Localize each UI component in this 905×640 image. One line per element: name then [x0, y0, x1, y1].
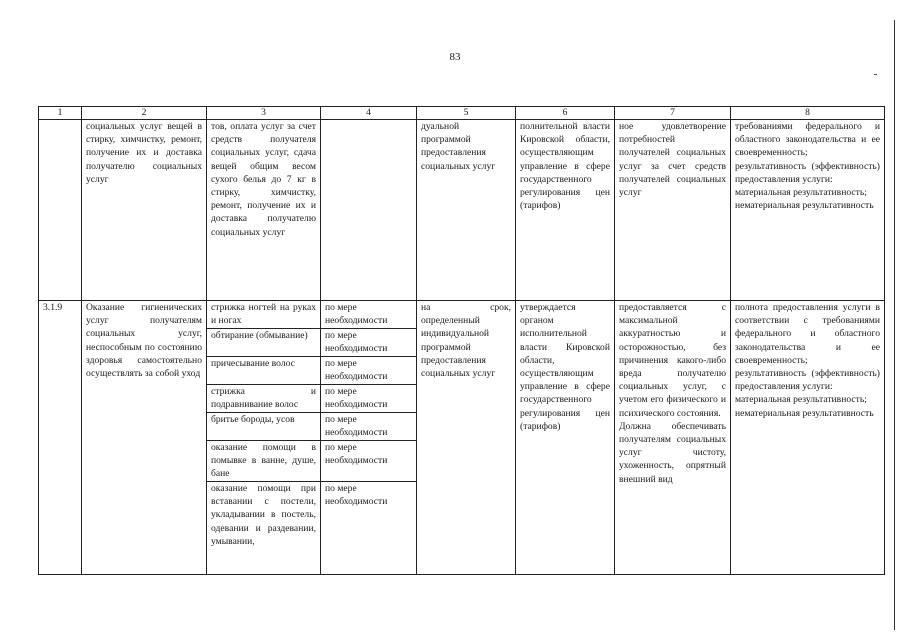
row1-evaluation: требованиями федерального и областного законодательства и ее своевременность; результативность (эффективность) предоставления услуги: материальная результативность; нематериальная результативность — [731, 120, 885, 301]
periodicity-item: по мере необходимости — [321, 329, 416, 357]
header-col-5: 5 — [417, 107, 516, 120]
row1-quality: ное удовлетворение потребностей получателей социальных услуг за счет средств получателей социальных услуг — [615, 120, 731, 301]
row2-service-list — [207, 301, 321, 575]
header-col-2: 2 — [82, 107, 207, 120]
row1-service-content: тов, оплата услуг за счет средств получателя социальных услуг, сдача вещей общим весом сухого белья до 7 кг в стирку, химчистку, ремонт, получение их и доставка получателю социальных услуг — [207, 120, 321, 301]
header-col-1: 1 — [39, 107, 82, 120]
row1-periodicity — [321, 120, 417, 301]
service-item: стрижка ногтей на руках и ногах — [207, 301, 320, 329]
periodicity-item: по мере необходимости — [321, 357, 416, 385]
header-row — [39, 107, 885, 120]
periodicity-item: по мере необходимости — [325, 483, 388, 508]
service-item: оказание помощи при вставании с постели, укладывании в постель, одевании и раздевании, умывании, — [211, 483, 316, 547]
service-item: обтирание (обмывание) — [207, 329, 320, 357]
row2-term: на срок, определенный индивидуальной программой предоставления социальных услуг — [417, 301, 516, 575]
header-col-6: 6 — [516, 107, 615, 120]
row2-service-name: Оказание гигиенических услуг получателям социальных услуг, неспособным по состоянию здоровья самостоятельно осуществлять за собой уход — [82, 301, 207, 575]
page-edge-rule — [894, 20, 895, 630]
row1-term: дуальной программой предоставления социальных услуг — [417, 120, 516, 301]
row1-number — [39, 120, 82, 301]
row2-number: 3.1.9 — [39, 301, 82, 575]
periodicity-item: по мере необходимости — [321, 441, 416, 482]
periodicity-item: по мере необходимости — [321, 301, 416, 329]
header-col-7: 7 — [615, 107, 731, 120]
periodicity-item: по мере необходимости — [321, 413, 416, 441]
row2-tariff: утверждается органом исполнительной власти Кировской области, осуществляющим управление в сфере государственного регулирования цен (тарифов) — [516, 301, 615, 575]
row1-tariff: полнительной власти Кировской области, осуществляющим управление в сфере государственного регулирования цен (тарифов) — [516, 120, 615, 301]
service-item: оказание помощи в помывке в ванне, душе, бане — [207, 441, 320, 482]
header-col-3: 3 — [207, 107, 321, 120]
header-col-8: 8 — [731, 107, 885, 120]
periodicity-item: по мере необходимости — [321, 385, 416, 413]
row2-quality: предоставляется с максимальной аккуратностью и осторожностью, без причинения какого-либо вреда получателю социальных услуг, с учетом его физического и психического состояния. Должна обеспечивать получателям социальных услуг чистоту, ухоженность, опрятный внешний вид — [615, 301, 731, 575]
service-item: стрижка и подравнивание волос — [207, 385, 320, 413]
table-row — [39, 120, 885, 301]
service-item: бритье бороды, усов — [207, 413, 320, 441]
margin-tick — [874, 74, 877, 75]
page-number: 83 — [449, 51, 461, 63]
service-item: причесывание волос — [207, 357, 320, 385]
table-row — [39, 301, 885, 575]
row2-periodicity-list — [321, 301, 417, 575]
row1-service-name: социальных услуг вещей в стирку, химчистку, ремонт, получение их и доставка получателю социальных услуг — [82, 120, 207, 301]
header-col-4: 4 — [321, 107, 417, 120]
row2-evaluation: полнота предоставления услуги в соответствии с требованиями федерального и областного законодательства и ее своевременность; результативность (эффективность) предоставления услуги: материальная результативность; нематериальная результативность — [731, 301, 885, 575]
services-table — [38, 106, 885, 575]
